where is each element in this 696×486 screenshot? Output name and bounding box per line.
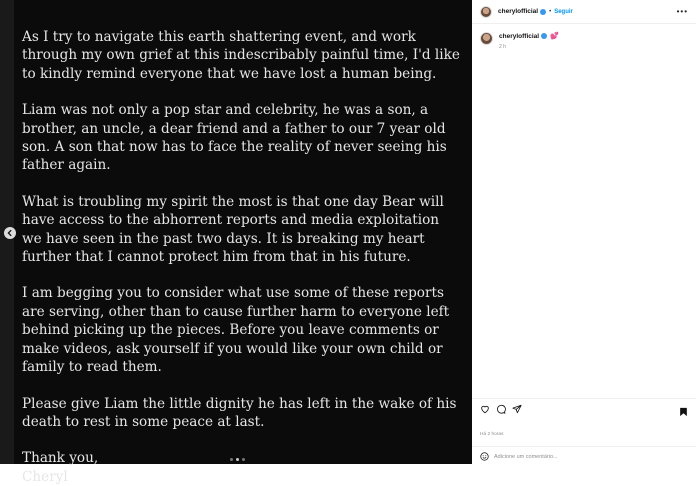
comment-icon[interactable] (496, 404, 506, 414)
send-icon[interactable] (512, 404, 522, 414)
caption (480, 32, 559, 50)
chevron-left-icon (6, 229, 14, 237)
previous-image-button[interactable] (4, 227, 16, 239)
signoff-line-1: Thank you, (22, 450, 99, 467)
carousel-dot (230, 458, 233, 461)
statement-paragraph-4: I am begging you to consider what use some of these reports are serving, other than to cause further harm to everyone left behind picking up the pieces. Before you leave comments or make videos, ask yourself if you would like your own child or family to read them. (22, 285, 450, 376)
more-options-button[interactable]: ••• (676, 7, 688, 16)
statement-paragraph-3: What is troubling my spirit the most is that one day Bear will have access to the abhorrent reports and media exploitation we have seen in the past two days. It is breaking my heart further that I cannot protect him from that in his future. (22, 193, 444, 266)
post-actions (480, 404, 522, 414)
carousel-dot-active (236, 458, 239, 461)
carousel-dot (242, 458, 245, 461)
caption-username[interactable]: cherylofficial (499, 32, 540, 40)
caption-timestamp[interactable]: 2 h (499, 44, 506, 50)
comment-divider (472, 446, 696, 447)
avatar[interactable] (480, 6, 492, 18)
statement-paragraph-2: Liam was not only a pop star and celebrity, he was a son, a brother, an uncle, a dear friend and a father to our 7 year old son. A son that now has to face the reality of never seeing his father again. (22, 102, 447, 174)
bookmark-icon (679, 407, 688, 417)
actions-divider (472, 398, 696, 399)
post-date[interactable]: Há 2 horas (480, 432, 504, 437)
verified-badge-icon (540, 9, 546, 15)
verified-badge-icon (541, 33, 547, 39)
statement-text (22, 28, 462, 486)
signoff (22, 449, 462, 486)
header-separator: • (549, 8, 552, 15)
comment-input[interactable]: Adicione um comentário... (494, 453, 558, 460)
follow-button[interactable]: Seguir (554, 8, 573, 15)
save-button[interactable] (679, 404, 688, 422)
emoji-icon[interactable] (480, 452, 489, 461)
caption-avatar[interactable] (480, 32, 493, 45)
statement-paragraph-5: Please give Liam the little dignity he has left in the wake of his death to rest in some peace at last. (22, 395, 457, 430)
comment-bar (480, 452, 558, 461)
heart-emoji: 💕 (550, 33, 559, 40)
caption-line (499, 32, 559, 40)
post-header (472, 0, 696, 24)
statement-paragraph-1: As I try to navigate this earth shattering event, and work through my own grief at this indescribably painful time, I'd like to kindly remind everyone that we have lost a human being. (22, 29, 460, 82)
carousel-dots (230, 458, 245, 461)
post-side-panel (472, 0, 696, 464)
signoff-line-2: Cheryl (22, 468, 68, 485)
caption-body (499, 32, 559, 50)
header-username[interactable]: cherylofficial (498, 8, 539, 15)
heart-outline-icon[interactable] (480, 404, 490, 414)
